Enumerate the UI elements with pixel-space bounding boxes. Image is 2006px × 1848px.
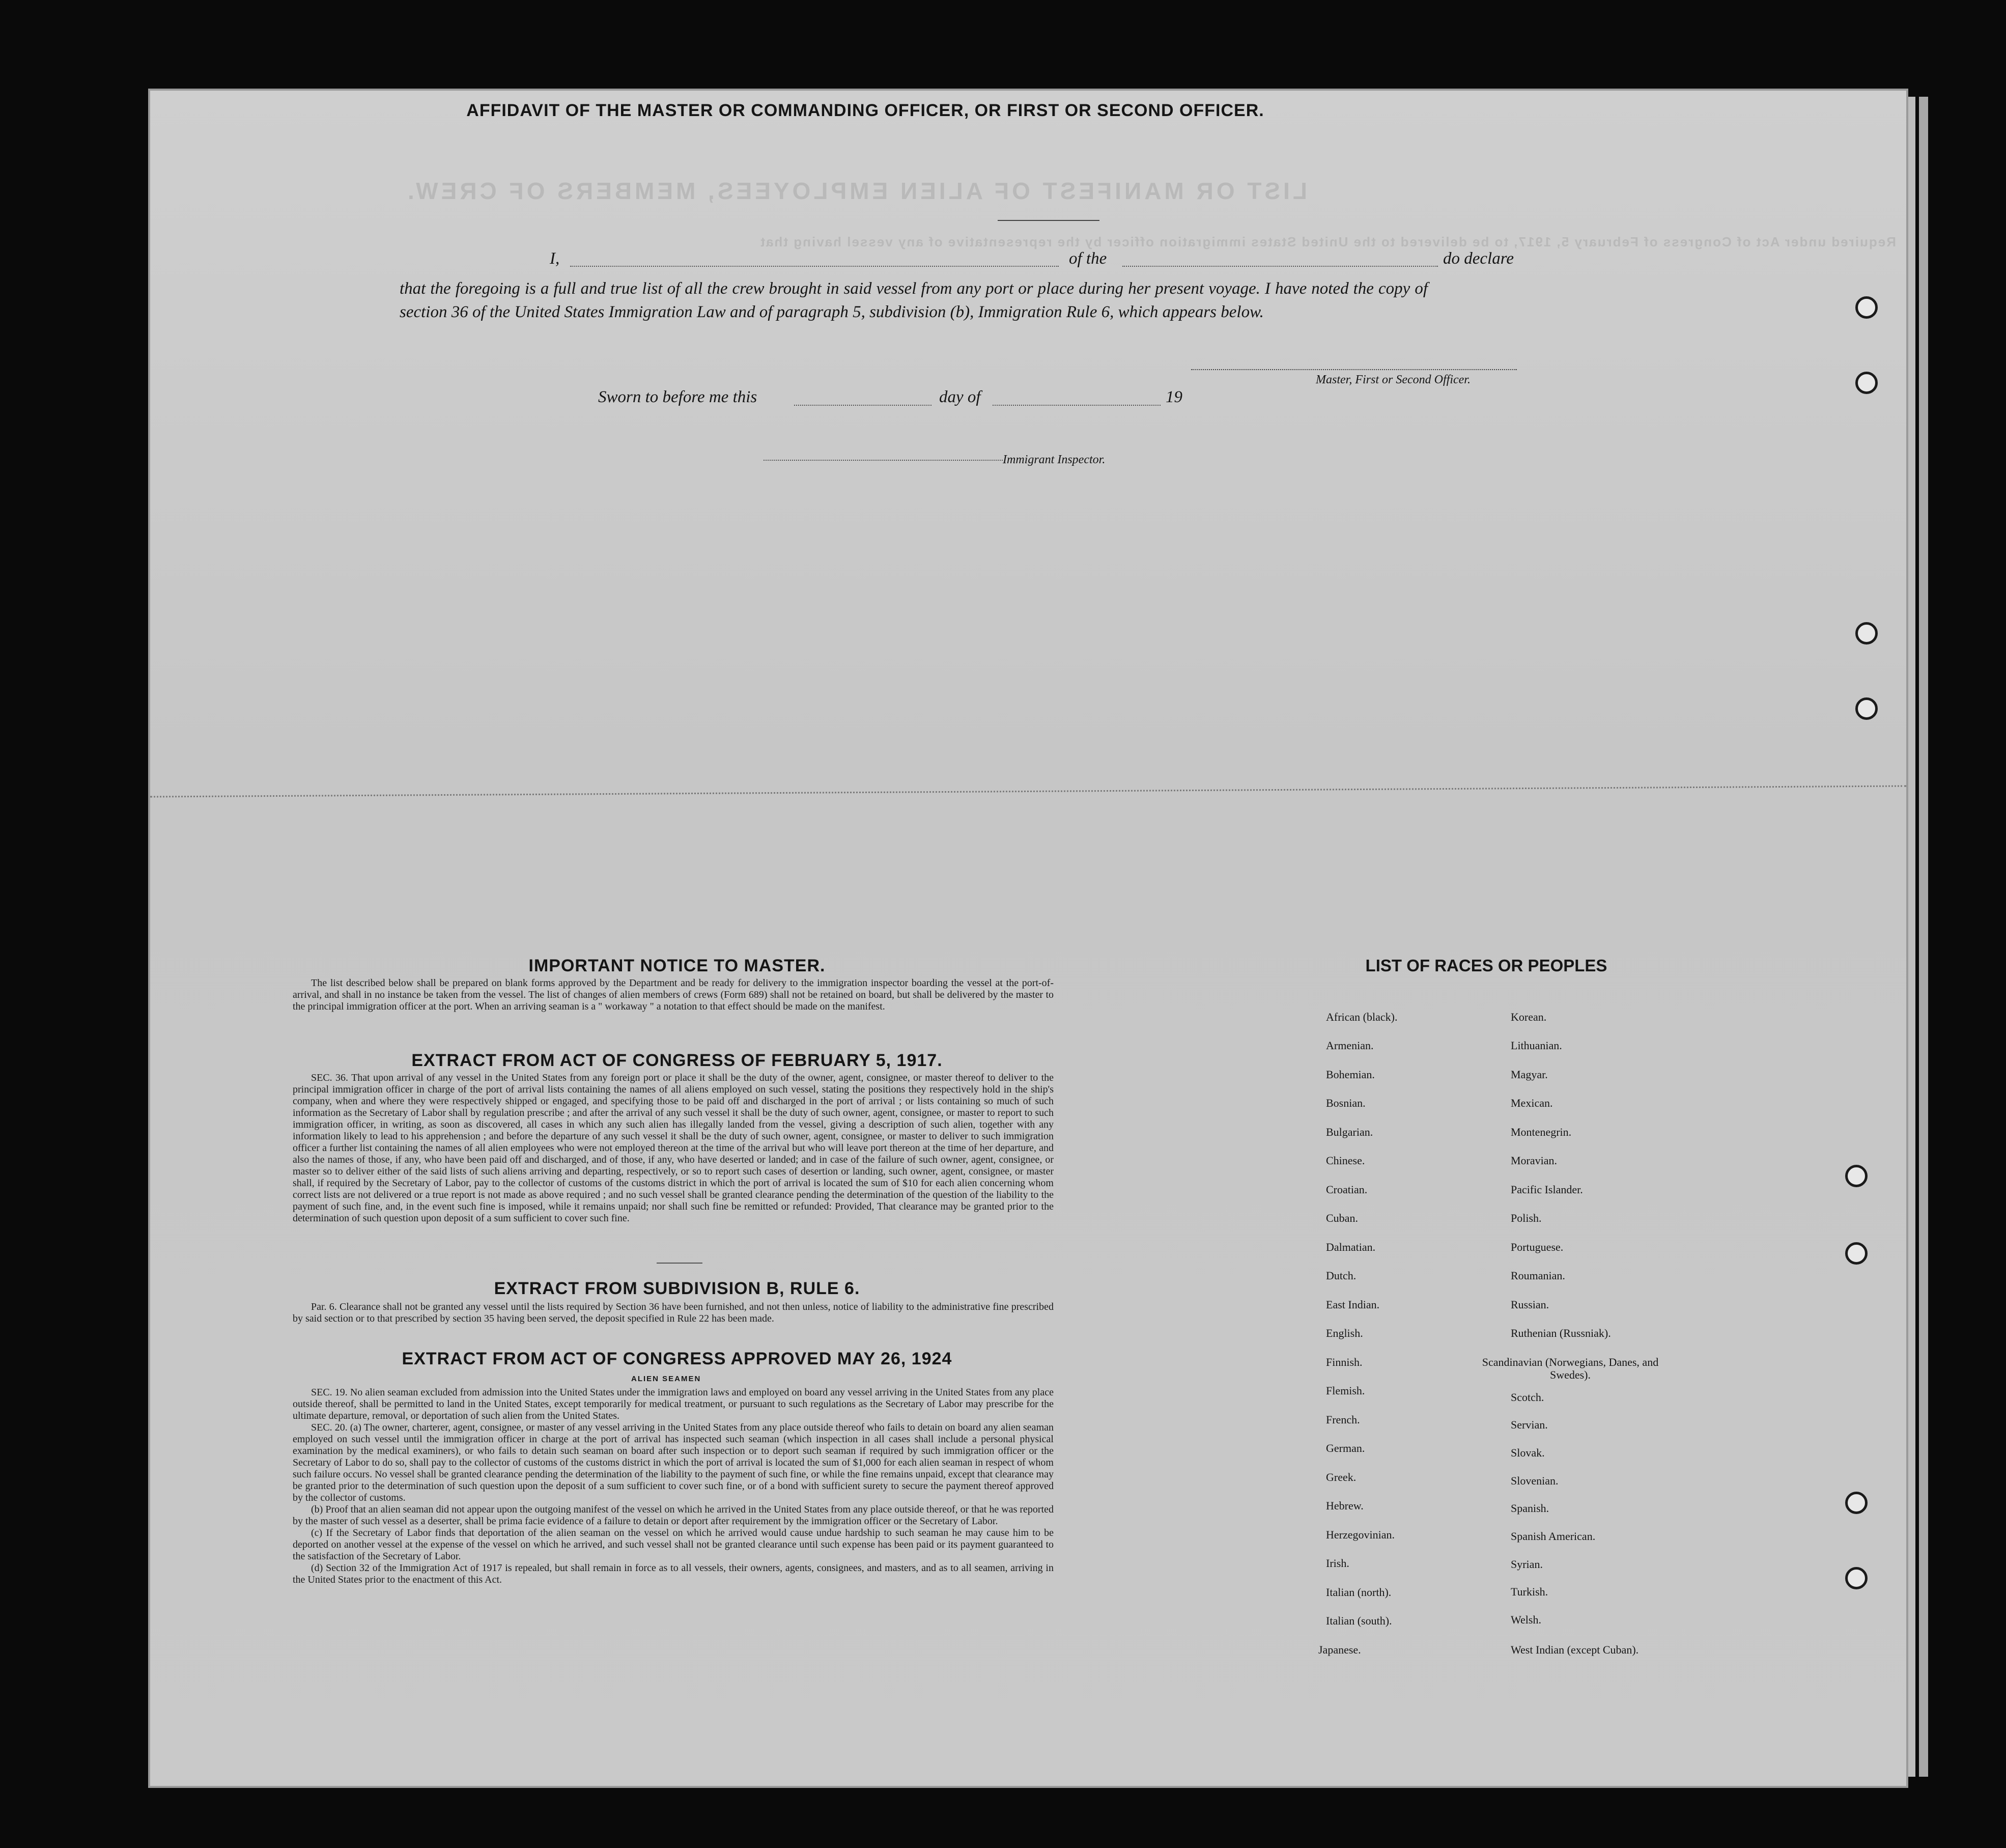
day-of-label: day of <box>939 388 981 406</box>
race-item: Lithuanian. <box>1511 1039 1562 1052</box>
race-item: Hebrew. <box>1326 1499 1364 1512</box>
affidavit-title: AFFIDAVIT OF THE MASTER OR COMMANDING OFFICER, OR FIRST OR SECOND OFFICER. <box>466 101 1264 120</box>
signature-line[interactable] <box>1191 369 1517 370</box>
race-item: Portuguese. <box>1511 1241 1564 1253</box>
race-item: Korean. <box>1511 1011 1547 1023</box>
bleed-through-header: LIST OR MANIFEST OF ALIEN EMPLOYEES, MEMBERS OF CREW. <box>405 178 1308 204</box>
race-item: Chinese. <box>1326 1154 1365 1167</box>
binder-hole <box>1855 622 1878 645</box>
signature-label: Master, First or Second Officer. <box>1316 373 1471 386</box>
race-item: Bulgarian. <box>1326 1126 1373 1138</box>
race-item: Russian. <box>1511 1298 1549 1311</box>
race-item: Montenegrin. <box>1511 1126 1572 1138</box>
extract-1924-sec20a: SEC. 20. (a) The owner, charterer, agent, consignee, or master of any vessel arriving in the United States from any place outside thereof who fails to detain on board any alien seaman employed on such vessel until the immigration officer in charge at the port of arrival has inspected such seaman (which inspection in all cases shall include a personal physical examination by the medical examiners), or who fails to detain such seaman on board after such inspection or to deport such seaman if required by such immigration officer or the Secretary of Labor to do so, shall pay to the collector of customs of the customs district in which the port of arrival is located the sum of $1,000 for each alien seaman in respect of whom such failure occurs. No vessel shall be granted clearance pending the determination of the liability to the payment of such fine, or while the fine remains unpaid, except that clearance may be granted prior to the determination of such question upon the deposit of a sum sufficient to cover such fine, or of a bond with sufficient surety to secure the payment thereof approved by the collector of customs. <box>293 1422 1054 1503</box>
notice-paragraph: The list described below shall be prepared on blank forms approved by the Department and be ready for delivery to the immigration inspector boarding the vessel at the port-of-arrival, and shall in no instance be taken from the vessel. The list of changes of alien members of crews (Form 689) shall not be retained on board, but shall be delivered by the master to the principal immigration officer at the port. When an arriving seaman is a " workaway " a notation to that effect should be made on the manifest. <box>293 977 1054 1012</box>
race-item: Ruthenian (Russniak). <box>1511 1327 1611 1339</box>
binder-hole <box>1845 1165 1868 1187</box>
race-item: Flemish. <box>1326 1384 1365 1397</box>
extract-rule6-paragraph: Par. 6. Clearance shall not be granted any vessel until the lists required by Section 36 have been furnished, and not then unless, notice of liability to the administrative fine prescribed by said section or to that prescribed by section 35 having been served, the deposit specified in Rule 22 has been made. <box>293 1301 1054 1324</box>
race-item: Italian (north). <box>1326 1586 1392 1599</box>
race-item: Turkish. <box>1511 1585 1548 1598</box>
race-item: Roumanian. <box>1511 1269 1565 1282</box>
binder-hole <box>1855 372 1878 394</box>
race-item: Slovak. <box>1511 1446 1545 1459</box>
race-item: West Indian (except Cuban). <box>1511 1643 1639 1656</box>
race-item: Armenian. <box>1326 1039 1374 1052</box>
extract-1917-paragraph: SEC. 36. That upon arrival of any vessel in the United States from any foreign port or place it shall be the duty of the owner, agent, consignee, or master thereof to deliver to the principal immigration officer in charge of the port of arrival lists containing the names of all aliens employed on such vessel, stating the positions they respectively hold in the ship's company, when and where they were respectively shipped or engaged, and specifying those to be paid off and discharged in the port of arrival ; or lists containing so much of such information as the Secretary of Labor shall by regulation prescribe ; and after the arrival of any such vessel it shall be the duty of such owner, agent, consignee, or master to report to such immigration officer, in writing, as soon as discovered, all cases in which any such alien has illegally landed from the vessel, giving a description of such alien, together with any information likely to lead to his apprehension ; and before the departure of any such vessel it shall be the duty of such owner, agent, consignee, or master to deliver to such immigration officer a further list containing the names of all alien employees who were not employed thereon at the time of the arrival but who will leave port thereon at the time of her departure, and also the names of those, if any, who have been paid off and discharged, and of those, if any, who have deserted or landed; and in case of the failure of such owner, agent, consignee, or master so to deliver either of the said lists of such aliens arriving and departing, respectively, or so to report such cases of desertion or landing, such owner, agent, consignee, or master shall, if required by the Secretary of Labor, pay to the collector of customs of the customs district in which the port of arrival is located the sum of $10 for each alien concerning whom correct lists are not delivered or a true report is not made as above required ; and no such vessel shall be granted clearance pending the determination of the question of the liability to the payment of such fine, and, in the event such fine is imposed, while it remains unpaid; nor shall such fine be remitted or refunded: Provided, That clearance may be granted prior to the determination of such question upon deposit of a sum sufficient to cover such fine. <box>293 1072 1054 1224</box>
race-item: Polish. <box>1511 1212 1542 1224</box>
inspector-signature-blank[interactable] <box>764 460 1003 461</box>
race-item: Japanese. <box>1318 1643 1361 1656</box>
binder-hole <box>1845 1567 1868 1589</box>
race-item: Spanish American. <box>1511 1530 1596 1543</box>
race-item: Dalmatian. <box>1326 1241 1376 1253</box>
race-item: Bohemian. <box>1326 1068 1375 1081</box>
race-item: Welsh. <box>1511 1613 1541 1626</box>
race-item: Italian (south). <box>1326 1614 1392 1627</box>
master-name-blank[interactable] <box>570 266 1059 267</box>
race-item: Bosnian. <box>1326 1097 1366 1109</box>
extract-1924-sec20c: (c) If the Secretary of Labor finds that deportation of the alien seaman on the vessel on which he arrived would cause undue hardship to such seaman he may cause him to be deported on another vessel at the expense of the vessel on which he arrived, and such vessel shall not be granted clearance until such expense has been paid or its payment guaranteed to the satisfaction of the Secretary of Labor. <box>293 1527 1054 1562</box>
notice-title: IMPORTANT NOTICE TO MASTER. <box>528 956 826 975</box>
race-item: Greek. <box>1326 1471 1357 1483</box>
sworn-day-blank[interactable] <box>794 405 931 406</box>
extract-1924-body <box>293 1387 1054 1586</box>
race-item: East Indian. <box>1326 1298 1380 1311</box>
extract-1924-sec20b: (b) Proof that an alien seaman did not appear upon the outgoing manifest of the vessel on which he arrived in the United States from any place outside thereof, or that he was reported by the master of such vessel as a deserter, shall be prima facie evidence of a failure to detain or deport after requirement by the immigration officer or the Secretary of Labor. <box>293 1504 1054 1527</box>
bleed-through-subheader: Required under Act of Congress of February 5, 1917, to be delivered to the United States immigration officer by the representative of any vessel having that <box>759 234 1896 249</box>
race-item: Cuban. <box>1326 1212 1358 1224</box>
race-item: Slovenian. <box>1511 1474 1559 1487</box>
race-item: Spanish. <box>1511 1502 1549 1515</box>
race-item: Scandinavian (Norwegians, Danes, and Swedes). <box>1482 1356 1659 1381</box>
races-title: LIST OF RACES OR PEOPLES <box>1365 956 1607 975</box>
affidavit-i-label: I, <box>550 249 560 268</box>
title-underline <box>998 220 1099 221</box>
race-item: Finnish. <box>1326 1356 1363 1368</box>
affidavit-declaration: that the foregoing is a full and true list of all the crew brought in said vessel from any port or place during her present voyage. I have noted the copy of section 36 of the United States Immigration Law and of paragraph 5, subdivision (b), Immigration Rule 6, which appears below. <box>400 279 1428 321</box>
race-item: African (black). <box>1326 1011 1398 1023</box>
extract-1924-sec20d: (d) Section 32 of the Immigration Act of 1917 is repealed, but shall remain in force as to all vessels, their owners, agents, consignees, and masters, and as to all seamen, arriving in the United States prior to the enactment of this Act. <box>293 1562 1054 1585</box>
race-item: Moravian. <box>1511 1154 1558 1167</box>
sworn-month-blank[interactable] <box>993 405 1161 406</box>
extract-1924-sec19: SEC. 19. No alien seaman excluded from admission into the United States under the immigration laws and employed on board any vessel arriving in the United States from any place outside thereof, shall be permitted to land in the United States, except temporarily for medical treatment, or pursuant to such regulations as the Secretary of Labor may prescribe for the ultimate departure, removal, or deportation of such alien from the United States. <box>293 1387 1054 1421</box>
affidavit-do-declare-label: do declare <box>1443 249 1514 268</box>
vessel-name-blank[interactable] <box>1122 266 1438 267</box>
extract-1924-subtitle: ALIEN SEAMEN <box>631 1375 701 1383</box>
race-item: Dutch. <box>1326 1269 1357 1282</box>
race-item: Herzegovinian. <box>1326 1528 1395 1541</box>
separator-rule <box>657 1263 702 1264</box>
sheet-edge-right-2 <box>1919 97 1928 1777</box>
race-item: German. <box>1326 1442 1365 1454</box>
race-item: Irish. <box>1326 1557 1349 1570</box>
race-item: Croatian. <box>1326 1183 1368 1196</box>
sheet-edge-right <box>1906 97 1915 1777</box>
race-item: Pacific Islander. <box>1511 1183 1583 1196</box>
race-item: Mexican. <box>1511 1097 1553 1109</box>
extract-rule6-body <box>293 1301 1054 1325</box>
binder-hole <box>1855 697 1878 720</box>
extract-1924-title: EXTRACT FROM ACT OF CONGRESS APPROVED MAY 26, 1924 <box>402 1349 952 1368</box>
binder-hole <box>1845 1242 1868 1265</box>
race-item: Scotch. <box>1511 1391 1544 1404</box>
race-item: Servian. <box>1511 1418 1548 1431</box>
binder-hole <box>1855 296 1878 319</box>
extract-1917-body <box>293 1072 1054 1224</box>
affidavit-of-the-label: of the <box>1069 249 1107 268</box>
extract-1917-title: EXTRACT FROM ACT OF CONGRESS OF FEBRUARY 5, 1917. <box>411 1051 943 1070</box>
year-prefix: 19 <box>1166 388 1182 406</box>
sworn-label: Sworn to before me this <box>598 388 757 406</box>
race-item: Syrian. <box>1511 1558 1543 1571</box>
notice-body <box>293 977 1054 1013</box>
inspector-label: Immigrant Inspector. <box>1003 453 1106 466</box>
binder-hole <box>1845 1492 1868 1514</box>
race-item: Magyar. <box>1511 1068 1548 1081</box>
race-item: French. <box>1326 1413 1360 1426</box>
extract-rule6-title: EXTRACT FROM SUBDIVISION B, RULE 6. <box>494 1279 860 1298</box>
race-item: English. <box>1326 1327 1363 1339</box>
